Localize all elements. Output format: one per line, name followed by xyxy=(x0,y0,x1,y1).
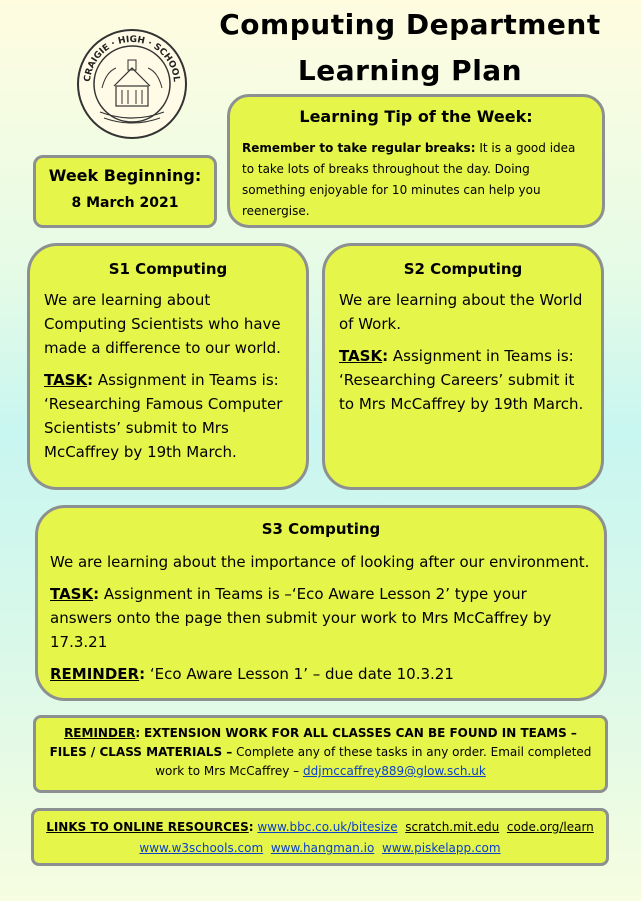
s3-task-label: TASK xyxy=(50,585,94,603)
link-bitesize[interactable]: www.bbc.co.uk/bitesize xyxy=(257,820,398,834)
learning-tip-text: Remember to take regular breaks: It is a good idea to take lots of breaks throughout the day. Doing something enjoyable for 10 minutes can help you reenergise. xyxy=(242,141,576,218)
extension-reminder-text: REMINDER: EXTENSION WORK FOR ALL CLASSES CAN BE FOUND IN TEAMS – FILES / CLASS MATERIALS – Complete any of these tasks in any order. Email completed work to Mrs McCaffrey – ddjmccaffrey889@glow.sch.uk xyxy=(49,726,592,778)
link-scratch[interactable]: scratch.mit.edu xyxy=(405,820,500,834)
s2-heading: S2 Computing xyxy=(403,260,523,278)
s1-task-label: TASK xyxy=(44,371,88,389)
week-beginning-heading: Week Beginning: xyxy=(48,166,202,185)
s2-task-text: Assignment in Teams is: ‘Researching Careers’ submit it to Mrs McCaffrey by 19th March. xyxy=(339,347,584,413)
online-resources-text: LINKS TO ONLINE RESOURCES: www.bbc.co.uk/bitesize scratch.mit.edu code.org/learn www.w3schools.com www.hangman.io www.piskelapp.com xyxy=(46,820,594,855)
link-code-org[interactable]: code.org/learn xyxy=(506,820,594,834)
s3-heading: S3 Computing xyxy=(261,520,381,538)
learning-tip-body: It is a good idea to take lots of breaks throughout the day. Doing something enjoyable for 10 minutes can help you reenergise. xyxy=(242,141,576,218)
s1-task: TASK: Assignment in Teams is: ‘Researching Famous Computer Scientists’ submit to Mrs McCaffrey by 19th March. xyxy=(44,371,283,461)
s2-task-label: TASK xyxy=(339,347,383,365)
s3-reminder: REMINDER: ‘Eco Aware Lesson 1’ – due date 10.3.21 xyxy=(50,665,454,683)
week-beginning-box xyxy=(33,155,217,228)
s1-heading: S1 Computing xyxy=(108,260,228,278)
s3-reminder-text: ‘Eco Aware Lesson 1’ – due date 10.3.21 xyxy=(149,665,454,683)
page-title-line1: Computing Department xyxy=(219,8,601,41)
s1-intro: We are learning about Computing Scientists who have made a difference to our world. xyxy=(44,291,281,357)
s3-task-text: Assignment in Teams is –‘Eco Aware Lesson 2’ type your answers onto the page then submit your work to Mrs McCaffrey by 17.3.21 xyxy=(50,585,552,651)
s2-computing-box xyxy=(322,243,604,490)
s2-task: TASK: Assignment in Teams is: ‘Researching Careers’ submit it to Mrs McCaffrey by 19th March. xyxy=(339,347,584,413)
page-title-line2: Learning Plan xyxy=(297,54,523,87)
s1-task-text: Assignment in Teams is: ‘Researching Famous Computer Scientists’ submit to Mrs McCaffrey by 19th March. xyxy=(44,371,283,461)
online-resources-box xyxy=(31,808,609,866)
learning-tip-heading: Learning Tip of the Week: xyxy=(299,107,533,126)
school-crest-logo xyxy=(76,28,188,140)
link-piskelapp[interactable]: www.piskelapp.com xyxy=(381,841,501,855)
learning-tip-lead: Remember to take regular breaks xyxy=(242,141,471,155)
s3-reminder-label: REMINDER xyxy=(50,665,140,683)
s3-intro: We are learning about the importance of looking after our environment. xyxy=(50,553,590,571)
extension-reminder-body: Complete any of these tasks in any order. Email completed work to Mrs McCaffrey – xyxy=(155,745,592,778)
email-link[interactable]: ddjmccaffrey889@glow.sch.uk xyxy=(303,764,486,778)
online-resources-label: LINKS TO ONLINE RESOURCES xyxy=(46,820,249,834)
s1-computing-box xyxy=(27,243,309,490)
svg-text:CRAIGIE · HIGH · SCHOOL: CRAIGIE · HIGH · SCHOOL xyxy=(82,34,182,83)
week-date: 8 March 2021 xyxy=(71,195,179,211)
learning-tip-box xyxy=(227,94,605,228)
s3-computing-box xyxy=(35,505,607,701)
extension-reminder-label: REMINDER xyxy=(64,726,136,740)
extension-reminder-caps: EXTENSION WORK FOR ALL CLASSES CAN BE FOUND IN TEAMS – FILES / CLASS MATERIALS – xyxy=(49,726,577,759)
s3-task: TASK: Assignment in Teams is –‘Eco Aware Lesson 2’ type your answers onto the page then submit your work to Mrs McCaffrey by 17.3.21 xyxy=(50,585,552,651)
link-hangman[interactable]: www.hangman.io xyxy=(270,841,375,855)
s2-intro: We are learning about the World of Work. xyxy=(339,291,583,333)
link-w3schools[interactable]: www.w3schools.com xyxy=(139,841,264,855)
extension-reminder-box xyxy=(33,715,608,793)
